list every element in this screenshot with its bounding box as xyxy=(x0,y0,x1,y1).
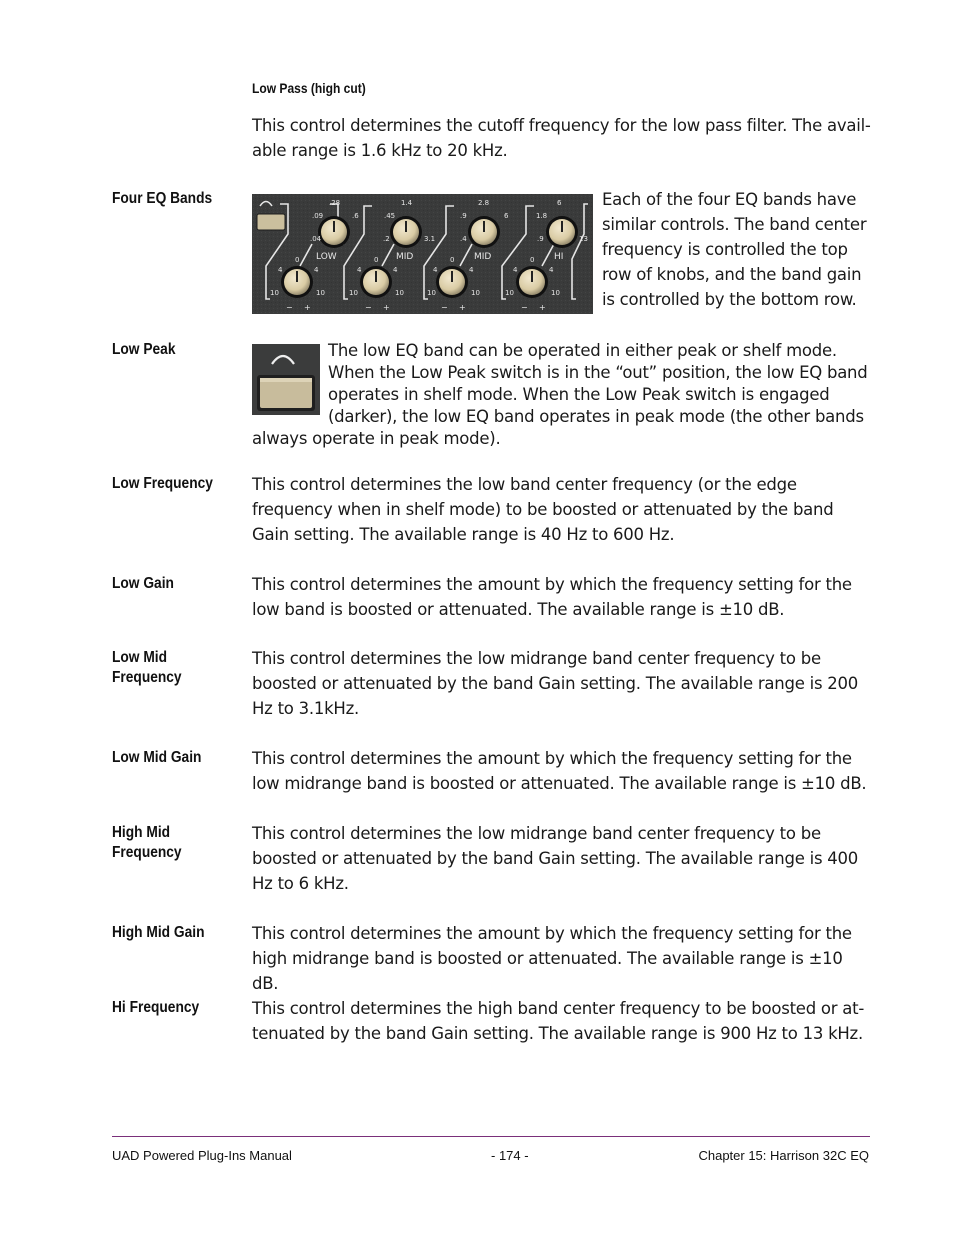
freq-tick: .2 xyxy=(383,235,390,243)
freq-tick: 6 xyxy=(504,212,509,220)
gain-tick: 4 xyxy=(513,266,518,274)
band-label-high-mid: MID xyxy=(474,252,492,262)
band-label-low-mid: MID xyxy=(396,252,414,262)
freq-tick: .9 xyxy=(537,235,544,243)
low-peak-text-wrap xyxy=(252,340,872,450)
freq-tick: 2.8 xyxy=(478,199,490,207)
freq-knob-low xyxy=(318,216,350,248)
subsection-text: This control determines the cutoff frequency for the low pass filter. The avail-able range is 1.6 kHz to 20 kHz. xyxy=(252,116,871,160)
band-label-hi: HI xyxy=(554,252,564,262)
high-mid-frequency-text: This control determines the low midrange band center frequency to be boosted or attenuated by the band Gain setting. The available range is 400 Hz to 6 kHz. xyxy=(252,824,859,893)
gain-tick: 0 xyxy=(295,256,300,264)
freq-knob-hi xyxy=(546,216,578,248)
gain-tick: 10 xyxy=(427,289,436,297)
minus-sign: − xyxy=(521,303,528,312)
freq-tick: 3.1 xyxy=(424,235,436,243)
term-low-gain: Low Gain xyxy=(112,575,174,592)
freq-tick: .09 xyxy=(312,212,324,220)
freq-tick: 1.8 xyxy=(536,212,548,220)
plus-sign: + xyxy=(459,303,466,312)
term-hi-frequency: Hi Frequency xyxy=(112,999,200,1016)
term-low-mid-frequency: Low Mid Frequency xyxy=(112,649,182,686)
gain-tick: 0 xyxy=(530,256,535,264)
freq-tick: 6 xyxy=(557,199,562,207)
gain-tick: 4 xyxy=(469,266,474,274)
plus-sign: + xyxy=(383,303,390,312)
gain-knob-low-mid xyxy=(360,266,392,298)
term-low-frequency: Low Frequency xyxy=(112,475,213,492)
four-eq-bands-text: Each of the four EQ bands have similar controls. The band center frequency is controlled the top row of knobs, and the band gain is controlled by the bottom row. xyxy=(602,190,867,309)
term-low-mid-gain: Low Mid Gain xyxy=(112,749,202,766)
low-peak-text: The low EQ band can be operated in either peak or shelf mode. When the Low Peak switch is in the “out” position, the low EQ band operates in shelf mode. When the Low Peak switch is engaged (darker), the low EQ band operates in peak mode (the other bands always operate in peak mode). xyxy=(252,341,868,448)
footer-manual-title: UAD Powered Plug-Ins Manual xyxy=(112,1148,292,1163)
gain-knob-hi xyxy=(516,266,548,298)
minus-sign: − xyxy=(365,303,372,312)
gain-tick: 0 xyxy=(374,256,379,264)
term-low-peak: Low Peak xyxy=(112,341,176,358)
plus-sign: + xyxy=(304,303,311,312)
minus-sign: − xyxy=(286,303,293,312)
gain-tick: 10 xyxy=(270,289,279,297)
low-frequency-text: This control determines the low band center frequency (or the edge frequency when in shelf mode) to be boosted or attenuated by the band Gain setting. The available range is 40 Hz to 600 Hz. xyxy=(252,475,834,544)
footer-divider xyxy=(112,1136,870,1137)
minus-sign: − xyxy=(441,303,448,312)
gain-tick: 4 xyxy=(393,266,398,274)
term-four-eq-bands: Four EQ Bands xyxy=(112,190,213,207)
low-peak-switch xyxy=(257,214,285,230)
gain-tick: 0 xyxy=(450,256,455,264)
gain-tick: 4 xyxy=(278,266,283,274)
float-spacer xyxy=(252,340,328,428)
freq-tick: 13 xyxy=(579,235,588,243)
term-high-mid-gain: High Mid Gain xyxy=(112,924,205,941)
freq-tick: .04 xyxy=(310,235,322,243)
gain-knob-low xyxy=(281,266,313,298)
plus-sign: + xyxy=(539,303,546,312)
subsection-heading: Low Pass (high cut) xyxy=(252,80,366,96)
eq-bands-panel-image xyxy=(252,194,593,314)
low-mid-gain-text: This control determines the amount by which the frequency setting for the low midrange band is boosted or attenuated. The available range is ±10 dB. xyxy=(252,749,867,793)
footer-chapter-title: Chapter 15: Harrison 32C EQ xyxy=(698,1148,869,1163)
gain-tick: 4 xyxy=(549,266,554,274)
freq-tick: .6 xyxy=(352,212,359,220)
gain-tick: 10 xyxy=(395,289,404,297)
gain-tick: 4 xyxy=(433,266,438,274)
high-mid-gain-text: This control determines the amount by which the frequency setting for the high midrange band is boosted or attenuated. The available range is ±10 dB. xyxy=(252,924,852,993)
footer-page-number: - 174 - xyxy=(491,1148,529,1163)
gain-tick: 10 xyxy=(551,289,560,297)
gain-tick: 4 xyxy=(357,266,362,274)
freq-knob-low-mid xyxy=(390,216,422,248)
freq-knob-high-mid xyxy=(468,216,500,248)
band-label-low: LOW xyxy=(316,252,337,262)
freq-tick: .28 xyxy=(329,199,341,207)
term-high-mid-frequency: High Mid Frequency xyxy=(112,824,182,861)
gain-tick: 10 xyxy=(471,289,480,297)
hi-frequency-text: This control determines the high band center frequency to be boosted or at-tenuated by the band Gain setting. The available range is 900 Hz to 13 kHz. xyxy=(252,999,865,1043)
gain-tick: 4 xyxy=(314,266,319,274)
gain-tick: 10 xyxy=(505,289,514,297)
freq-tick: .45 xyxy=(384,212,396,220)
low-mid-frequency-text: This control determines the low midrange band center frequency to be boosted or attenuated by the band Gain setting. The available range is 200 Hz to 3.1kHz. xyxy=(252,649,859,718)
gain-tick: 10 xyxy=(316,289,325,297)
gain-tick: 10 xyxy=(349,289,358,297)
gain-knob-high-mid xyxy=(436,266,468,298)
low-gain-text: This control determines the amount by which the frequency setting for the low band is boosted or attenuated. The available range is ±10 dB. xyxy=(252,575,852,619)
freq-tick: .9 xyxy=(460,212,467,220)
freq-tick: .4 xyxy=(460,235,467,243)
freq-tick: 1.4 xyxy=(401,199,413,207)
